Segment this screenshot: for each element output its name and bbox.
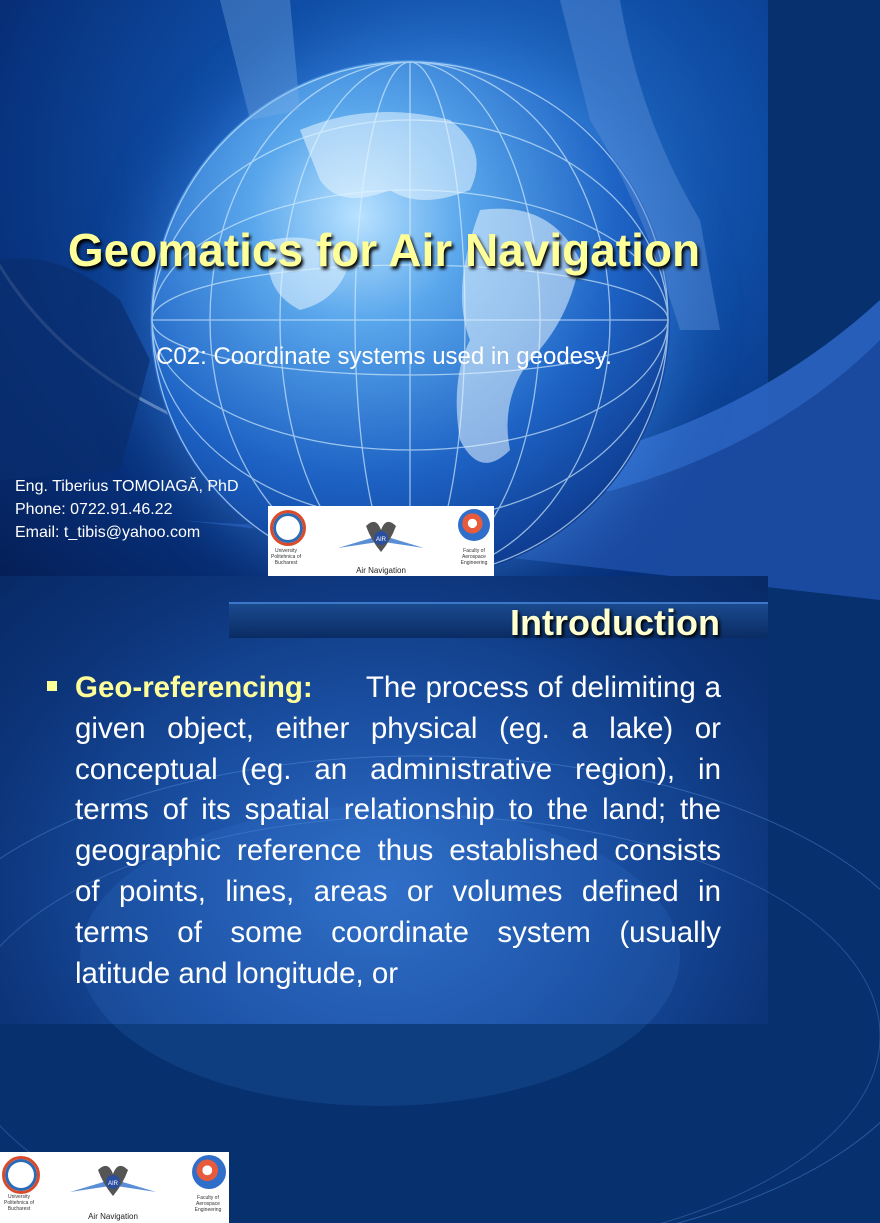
- faculty-label: Faculty of Aerospace Engineering: [194, 1195, 222, 1213]
- slide-title: Introduction: [510, 602, 720, 643]
- university-label: University Politehnica of Bucharest: [270, 548, 302, 566]
- university-label: University Politehnica of Bucharest: [3, 1194, 35, 1212]
- author-phone: Phone: 0722.91.46.22: [15, 501, 173, 518]
- faculty-seal-icon: [458, 509, 490, 541]
- bullet-text: The process of delimiting a given object, either physical (eg. a lake) or conceptual (eg. an administrative region), in terms of its spatial relationship to the land; the geographic reference thus established consists of points, lines, areas or volumes defined in terms of some coordinate system (usually latitude and longitude, or: [75, 671, 721, 990]
- air-navigation-label: Air Navigation: [356, 566, 406, 575]
- university-seal-icon: [270, 510, 306, 546]
- institution-logos-slide2: [0, 1152, 229, 1223]
- georeferencing-paragraph: [75, 668, 721, 994]
- introduction-slide: [0, 576, 768, 1221]
- author-email: Email: t_tibis@yahoo.com: [15, 524, 201, 541]
- bullet-term: Geo-referencing:: [75, 671, 313, 704]
- svg-text:AIR: AIR: [375, 537, 387, 543]
- faculty-label: Faculty of Aerospace Engineering: [460, 548, 488, 566]
- presentation-title: Geomatics for Air Navigation: [67, 224, 701, 276]
- author-name: Eng. Tiberius TOMOIAGĂ, PhD: [15, 478, 239, 495]
- svg-text:AIR: AIR: [107, 1181, 119, 1187]
- university-seal-icon: [2, 1156, 40, 1194]
- faculty-seal-icon: [192, 1155, 226, 1189]
- presentation-subtitle: C02: Coordinate systems used in geodesy.: [156, 343, 612, 370]
- institution-logos: [268, 506, 494, 576]
- bullet-square-icon: [47, 681, 57, 691]
- author-info: [15, 475, 239, 544]
- air-navigation-emblem-icon: [68, 1156, 158, 1210]
- air-navigation-emblem-icon: [336, 512, 426, 566]
- air-navigation-label: Air Navigation: [88, 1212, 138, 1221]
- title-slide: [0, 0, 768, 576]
